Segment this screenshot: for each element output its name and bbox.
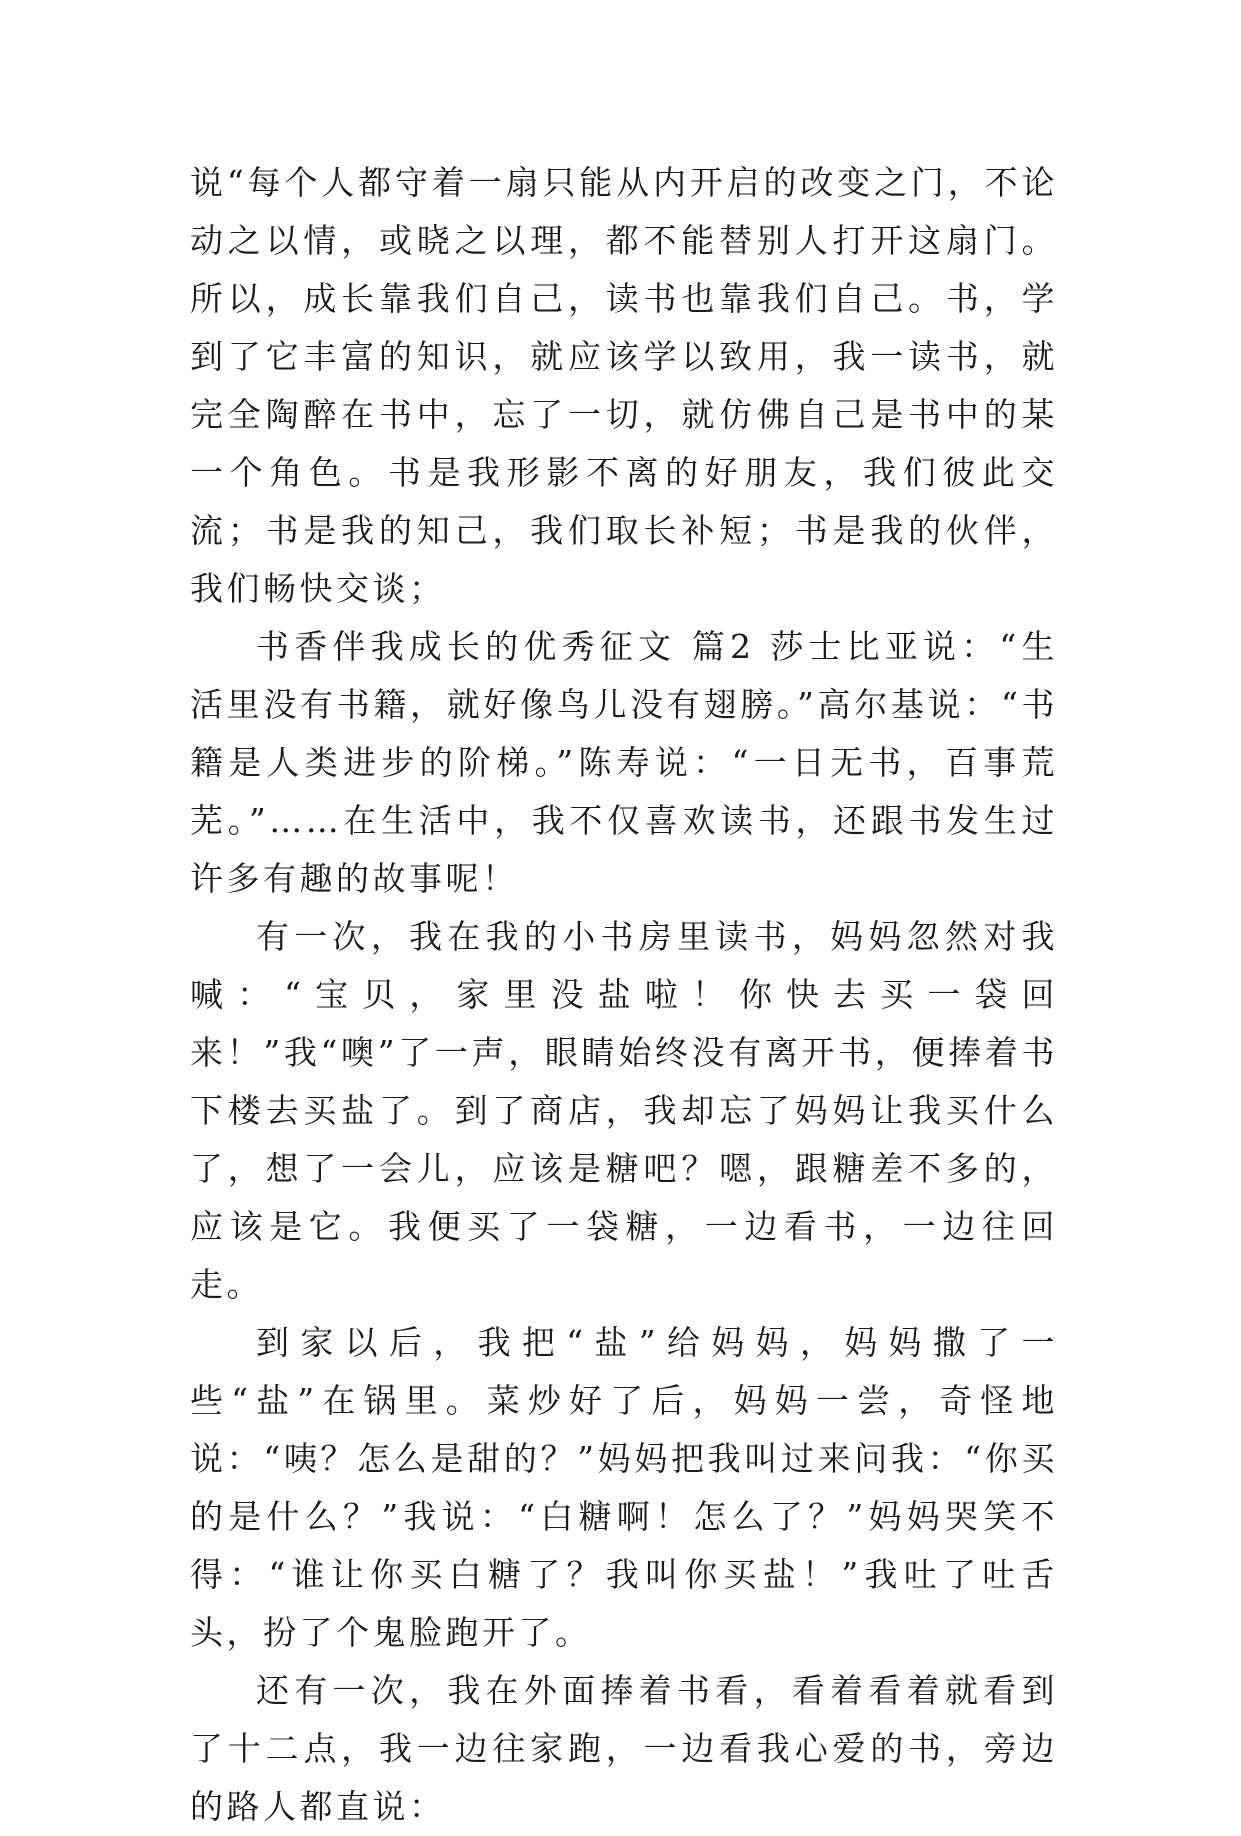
document-body xyxy=(190,154,1058,1836)
paragraph-1: 说“每个人都守着一扇只能从内开启的改变之门，不论动之以情，或晓之以理，都不能替别人打开这扇门。所以，成长靠我们自己，读书也靠我们自己。书，学到了它丰富的知识，就应该学以致用，我一读书，就完全陶醉在书中，忘了一切，就仿佛自己是书中的某一个角色。书是我形影不离的好朋友，我们彼此交流；书是我的知己，我们取长补短；书是我的伙伴，我们畅快交谈； xyxy=(190,163,1058,608)
paragraph-3: 有一次，我在我的小书房里读书，妈妈忽然对我喊：“宝贝，家里没盐啦！你快去买一袋回来！”我“噢”了一声，眼睛始终没有离开书，便捧着书下楼去买盐了。到了商店，我却忘了妈妈让我买什么了，想了一会儿，应该是糖吧？嗯，跟糖差不多的，应该是它。我便买了一袋糖，一边看书，一边往回走。 xyxy=(190,917,1058,1304)
paragraph-4: 到家以后，我把“盐”给妈妈，妈妈撒了一些“盐”在锅里。菜炒好了后，妈妈一尝，奇怪地说：“咦？怎么是甜的？”妈妈把我叫过来问我：“你买的是什么？”我说：“白糖啊！怎么了？”妈妈哭笑不得：“谁让你买白糖了？我叫你买盐！”我吐了吐舌头，扮了个鬼脸跑开了。 xyxy=(190,1323,1058,1652)
paragraph-5: 还有一次，我在外面捧着书看，看着看着就看到了十二点，我一边往家跑，一边看我心爱的书，旁边的路人都直说： xyxy=(190,1671,1058,1826)
paragraph-2: 书香伴我成长的优秀征文 篇2 莎士比亚说：“生活里没有书籍，就好像鸟儿没有翅膀。”高尔基说：“书籍是人类进步的阶梯。”陈寿说：“一日无书，百事荒芜。”……在生活中，我不仅喜欢读书，还跟书发生过许多有趣的故事呢！ xyxy=(190,627,1058,898)
